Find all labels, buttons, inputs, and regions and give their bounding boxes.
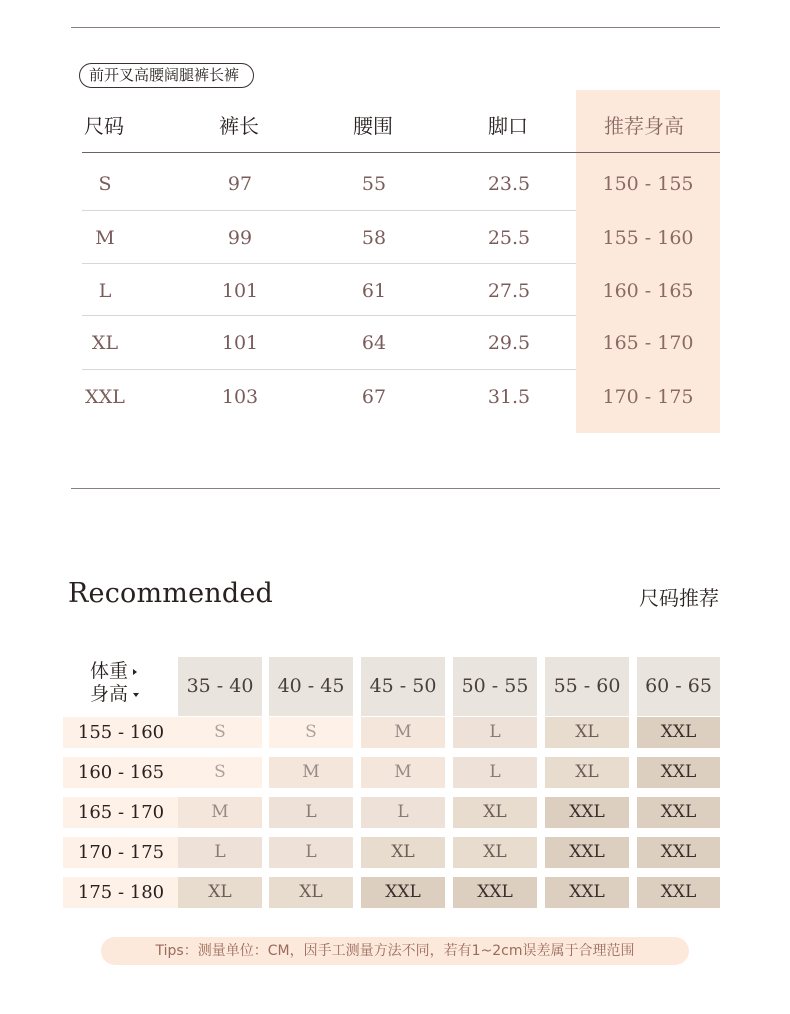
height-cell: 160 - 165 [602, 280, 694, 302]
header-waist: 腰围 [353, 114, 393, 138]
hem-cell: 25.5 [487, 227, 531, 249]
weight-range-header: 35 - 40 [178, 657, 262, 716]
waist-cell: 67 [361, 386, 387, 408]
recommended-size-cell: XXL [545, 797, 629, 828]
recommended-size-cell: M [178, 797, 262, 828]
hem-cell: 31.5 [487, 386, 531, 408]
recommended-size-cell: L [269, 797, 353, 828]
top-divider [71, 27, 720, 28]
recommended-size-cell: S [178, 757, 262, 788]
recommended-size-cell: XXL [637, 837, 720, 868]
header-recommended-height: 推荐身高 [604, 114, 684, 138]
recommended-size-cell: XL [453, 837, 537, 868]
length-cell: 101 [221, 280, 259, 302]
waist-cell: 61 [361, 280, 387, 302]
height-range-label: 160 - 165 [77, 762, 165, 783]
arrow-down-icon [133, 693, 139, 697]
size-cell: M [95, 227, 115, 249]
height-cell: 165 - 170 [602, 332, 694, 354]
recommended-size-cell: XXL [637, 717, 720, 748]
table-row [82, 370, 720, 422]
height-cell: 170 - 175 [602, 386, 694, 408]
height-range-label: 170 - 175 [77, 842, 165, 863]
size-cell: S [98, 173, 112, 195]
weight-axis-label [90, 660, 137, 682]
recommended-size-cell: M [361, 757, 445, 788]
recommended-size-cell: XXL [637, 877, 720, 908]
waist-cell: 64 [361, 332, 387, 354]
recommended-size-cell: L [269, 837, 353, 868]
recommended-size-cell: XL [178, 877, 262, 908]
middle-divider [71, 488, 720, 489]
height-cell: 155 - 160 [602, 227, 694, 249]
size-cell: XL [91, 332, 119, 354]
recommended-size-cell: XXL [453, 877, 537, 908]
table-row [82, 153, 720, 211]
recommended-size-cell: XXL [361, 877, 445, 908]
recommended-size-cell: S [269, 717, 353, 748]
recommended-size-cell: XL [269, 877, 353, 908]
height-range-label: 175 - 180 [77, 882, 165, 903]
recommended-size-cell: L [453, 717, 537, 748]
size-cell: L [98, 280, 112, 302]
length-cell: 99 [227, 227, 253, 249]
recommended-size-cell: M [361, 717, 445, 748]
weight-range-header: 40 - 45 [269, 657, 353, 716]
recommended-size-cell: XL [545, 757, 629, 788]
recommended-size-cell: XXL [545, 837, 629, 868]
length-cell: 101 [221, 332, 259, 354]
table-row [82, 316, 720, 370]
recommended-size-cell: XXL [545, 877, 629, 908]
arrow-right-icon [133, 669, 137, 675]
height-range-label: 165 - 170 [77, 802, 165, 823]
hem-cell: 29.5 [487, 332, 531, 354]
recommended-size-cell: XXL [637, 757, 720, 788]
recommended-size-cell: S [178, 717, 262, 748]
height-label-text: 身高 [90, 683, 129, 705]
weight-range-header: 50 - 55 [453, 657, 537, 716]
weight-label-text: 体重 [90, 660, 129, 682]
height-cell: 150 - 155 [602, 173, 694, 195]
length-cell: 97 [227, 173, 253, 195]
height-axis-label [90, 683, 139, 705]
recommended-size-cell: XXL [637, 797, 720, 828]
table-row [82, 211, 720, 264]
recommended-heading: Recommended [68, 578, 274, 609]
recommended-size-cell: L [178, 837, 262, 868]
hem-cell: 27.5 [487, 280, 531, 302]
weight-range-header: 55 - 60 [545, 657, 629, 716]
size-cell: XXL [85, 386, 125, 408]
recommended-size-cell: L [453, 757, 537, 788]
recommended-size-cell: M [269, 757, 353, 788]
weight-range-header: 60 - 65 [637, 657, 720, 716]
length-cell: 103 [221, 386, 259, 408]
waist-cell: 55 [361, 173, 387, 195]
product-title-badge: 前开叉高腰阔腿裤长裤 [79, 63, 254, 88]
waist-cell: 58 [361, 227, 387, 249]
hem-cell: 23.5 [487, 173, 531, 195]
size-recommend-heading: 尺码推荐 [639, 586, 719, 610]
height-range-label: 155 - 160 [77, 722, 165, 743]
header-size: 尺码 [84, 114, 124, 138]
weight-range-header: 45 - 50 [361, 657, 445, 716]
table-row [82, 264, 720, 316]
recommended-size-cell: L [361, 797, 445, 828]
tips-banner: Tips：测量单位：CM，因手工测量方法不同，若有1~2cm误差属于合理范围 [101, 937, 689, 965]
recommended-size-cell: XL [361, 837, 445, 868]
recommended-size-cell: XL [545, 717, 629, 748]
recommended-size-cell: XL [453, 797, 537, 828]
header-length: 裤长 [219, 114, 259, 138]
header-hem: 脚口 [488, 114, 528, 138]
